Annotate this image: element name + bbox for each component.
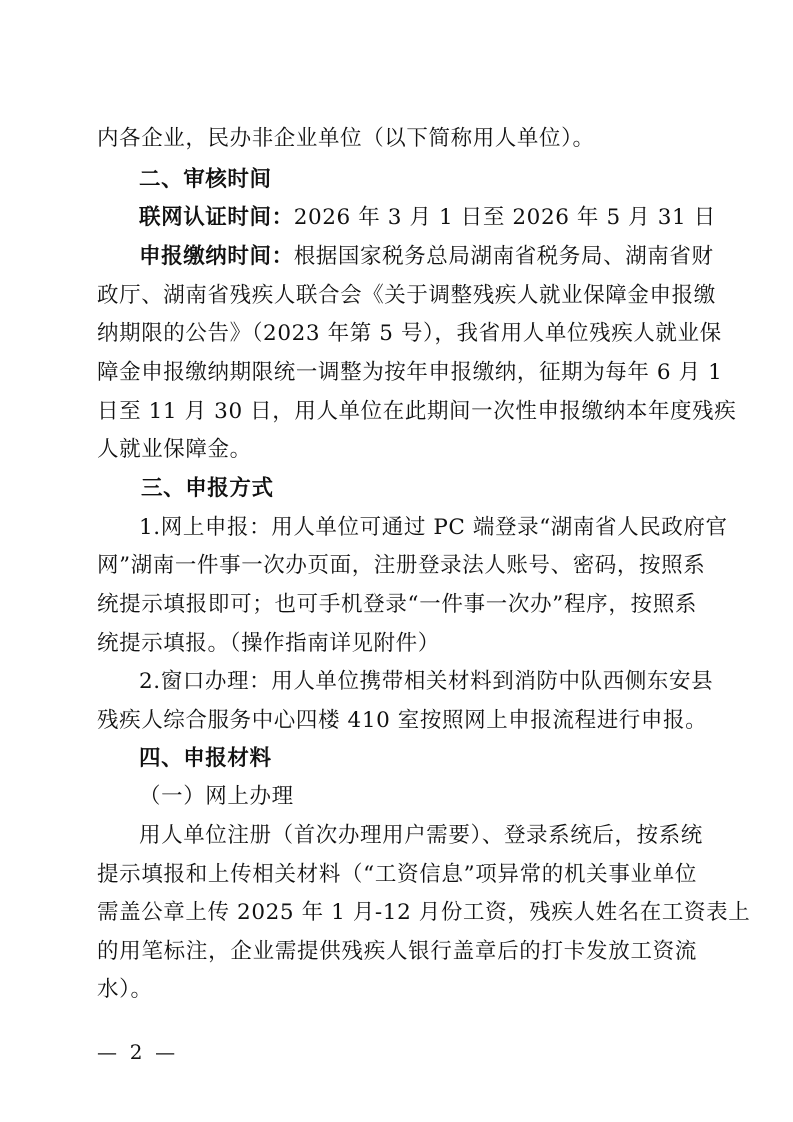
paragraph-line-12: 1.网上申报：用人单位可通过 PC 端登录“湖南省人民政府官: [139, 515, 728, 540]
paragraph-line-24: 水）。: [97, 977, 153, 1002]
paragraph-line-9: 日至 11 月 30 日，用人单位在此期间一次性申报缴纳本年度残疾: [97, 399, 737, 424]
subsection-heading-online: （一）网上办理: [139, 784, 294, 809]
online-auth-time-value: 2026 年 3 月 1 日至 2026 年 5 月 31 日: [293, 205, 716, 230]
paragraph-line-8: 障金申报缴纳期限统一调整为按年申报缴纳，征期为每年 6 月 1: [97, 360, 723, 385]
paragraph-filing-time: [139, 243, 714, 271]
filing-time-text: 根据国家税务总局湖南省税务局、湖南省财: [293, 244, 714, 269]
paragraph-line-13: 网”湖南一件事一次办页面，注册登录法人账号、密码，按照系: [97, 553, 706, 578]
paragraph-line-14: 统提示填报即可；也可手机登录“一件事一次办”程序，按照系: [97, 592, 697, 617]
paragraph-line-20: 用人单位注册（首次办理用户需要）、登录系统后，按系统: [139, 823, 703, 848]
section-heading-filing-method: 三、申报方式: [141, 476, 274, 501]
paragraph-line-17: 残疾人综合服务中心四楼 410 室按照网上申报流程进行申报。: [97, 708, 708, 733]
paragraph-online-auth-time: [139, 204, 716, 232]
paragraph-line-15: 统提示填报。（操作指南详见附件）: [97, 631, 440, 656]
paragraph-line-6: 政厅、湖南省残疾人联合会《关于调整残疾人就业保障金申报缴: [97, 283, 716, 308]
paragraph-line-16: 2.窗口办理：用人单位携带相关材料到消防中队西侧东安县: [139, 669, 714, 694]
paragraph-line-21: 提示填报和上传相关材料（“工资信息”项异常的机关事业单位: [97, 862, 697, 887]
paragraph-line-23: 的用笔标注，企业需提供残疾人银行盖章后的打卡发放工资流: [97, 939, 697, 964]
label-online-auth-time: 联网认证时间：: [139, 205, 294, 230]
paragraph-line-22: 需盖公章上传 2025 年 1 月-12 月份工资，残疾人姓名在工资表上: [97, 900, 751, 925]
page-number: — 2 —: [97, 1040, 176, 1064]
paragraph-line-1: 内各企业，民办非企业单位（以下简称用人单位）。: [97, 126, 595, 151]
paragraph-line-7: 纳期限的公告》（2023 年第 5 号），我省用人单位残疾人就业保: [97, 321, 722, 346]
section-heading-filing-materials: 四、申报材料: [139, 746, 272, 771]
section-heading-review-time: 二、审核时间: [139, 167, 272, 192]
paragraph-line-10: 人就业保障金。: [97, 437, 252, 462]
label-filing-time: 申报缴纳时间：: [139, 244, 294, 269]
